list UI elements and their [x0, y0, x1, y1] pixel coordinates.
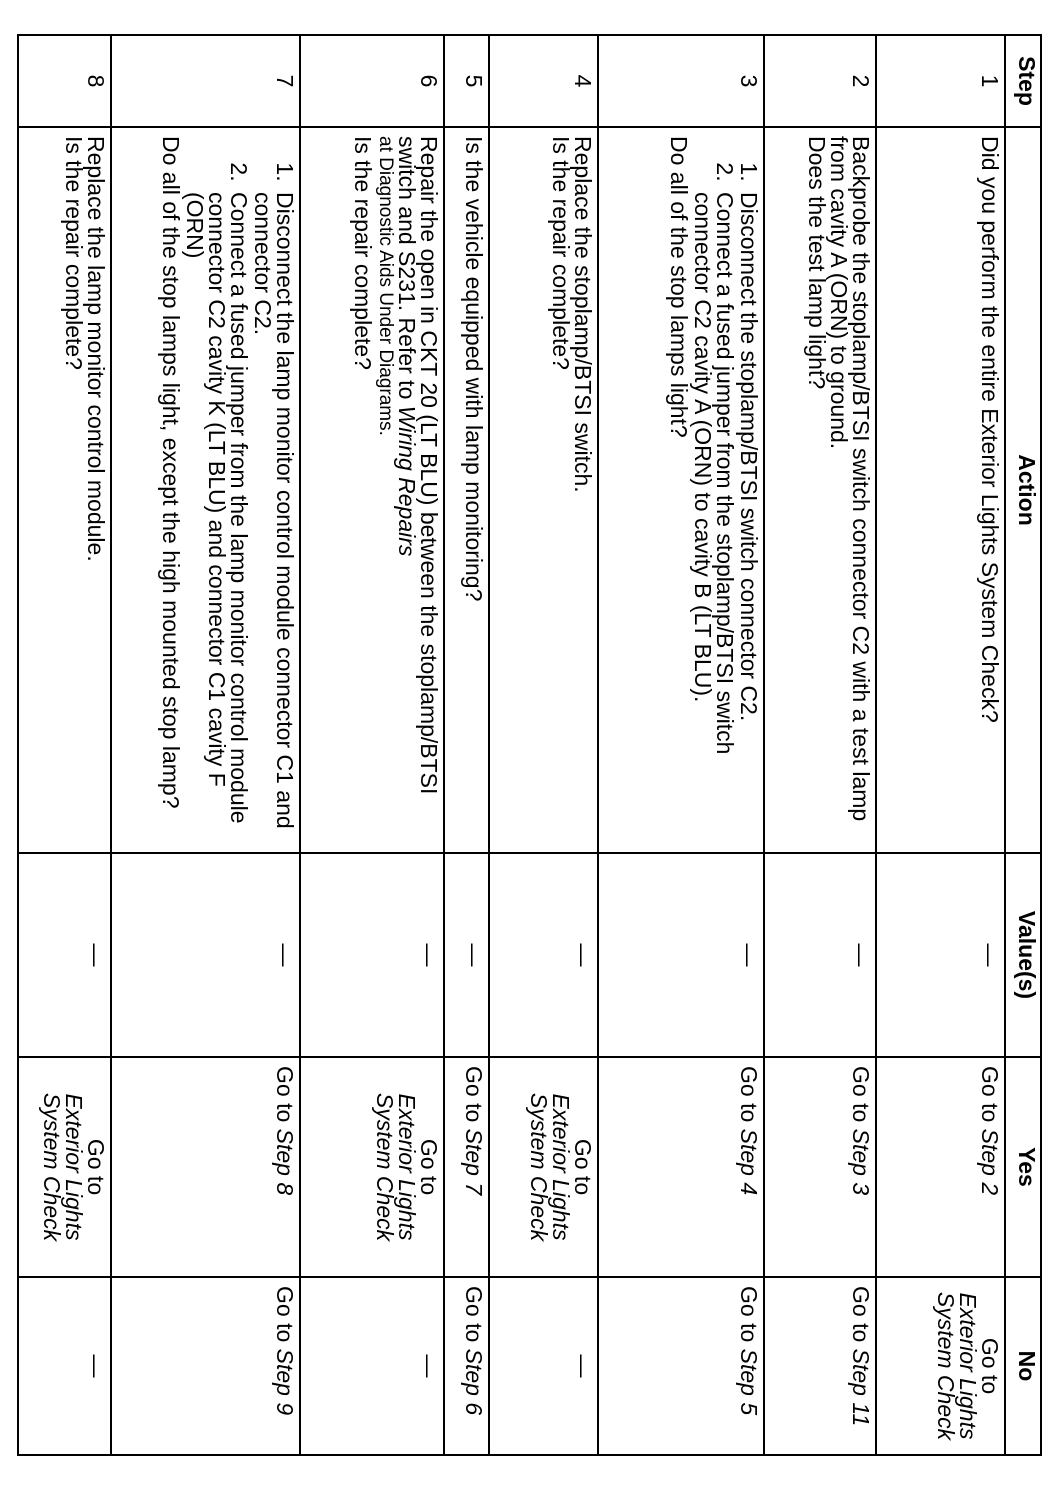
action-text: Did you perform the entire Exterior Lights System Check?	[977, 136, 1003, 723]
no-cell	[111, 1277, 300, 1455]
action-question: Is the repair complete?	[350, 136, 377, 370]
list-item: 2. Connect a fused jumper from the stoplamp/BTSI switch connector C2 cavity A (ORN) to cavity B (LT BLU).	[692, 188, 736, 844]
table-header-row	[1005, 35, 1041, 1455]
table-row	[876, 35, 1005, 1455]
wiring-repairs-link[interactable]: Wiring Repairs	[394, 405, 421, 557]
action-text: Replace the stoplamp/BTSI switch.	[569, 136, 596, 493]
action-text: Backprobe the stoplamp/BTSI switch connector C2 with a test lamp from cavity A (ORN) to ground.	[826, 136, 875, 822]
no-check-link[interactable]: Exterior Lights System Check	[933, 1291, 981, 1441]
no-cell	[764, 1277, 876, 1455]
yes-cell	[764, 1057, 876, 1277]
action-question: Is the vehicle equipped with lamp monitoring?	[461, 136, 488, 602]
yes-cell	[598, 1057, 764, 1277]
yes-go-to: Go to	[272, 1066, 299, 1129]
table-row	[300, 35, 444, 1455]
yes-go-to: Go to	[848, 1066, 875, 1129]
value-cell: —	[764, 853, 876, 1057]
action-question: Is the repair complete?	[547, 136, 574, 370]
yes-check-link[interactable]: Exterior Lights System Check	[372, 1092, 421, 1242]
list-item: 2. Connect a fused jumper from the lamp monitor control module connector C2 cavity K (LT BLU) and connector C1 cavity F (ORN)	[184, 188, 250, 844]
yes-go-to: Go to	[736, 1066, 763, 1129]
step-number: 8	[18, 35, 111, 127]
yes-go-to: Go to	[461, 1066, 488, 1129]
step-number: 2	[764, 35, 876, 127]
list-item: 1. Disconnect the lamp monitor control module connector C1 and connector C2.	[252, 188, 296, 844]
diagnostic-table	[17, 34, 1042, 1456]
action-text: Repair the open in CKT 20 (LT BLU) between the stoplamp/BTSI switch and S231. Refer to	[394, 136, 443, 795]
step-number: 7	[111, 35, 300, 127]
action-question: Do all of the stop lamps light, except the high mounted stop lamp?	[158, 136, 185, 809]
yes-go-to: Go to	[977, 1066, 1003, 1129]
action-question: Is the repair complete?	[61, 136, 88, 370]
header-step: Step	[1005, 35, 1041, 127]
yes-cell	[444, 1057, 489, 1277]
no-cell: —	[489, 1277, 597, 1455]
header-yes: Yes	[1005, 1057, 1041, 1277]
no-step-link[interactable]: Step 9	[272, 1348, 299, 1416]
action-text: Replace the lamp monitor control module.	[83, 136, 110, 562]
yes-cell	[876, 1057, 1005, 1277]
yes-check-link[interactable]: Exterior Lights System Check	[39, 1092, 88, 1242]
value-cell: —	[18, 853, 111, 1057]
action-cell	[444, 127, 489, 853]
no-go-to: Go to	[736, 1286, 763, 1349]
no-cell	[876, 1277, 1005, 1455]
table-row	[598, 35, 764, 1455]
no-go-to: Go to	[272, 1286, 299, 1349]
table-row	[444, 35, 489, 1455]
value-cell: —	[489, 853, 597, 1057]
table-row	[764, 35, 876, 1455]
step-number: 6	[300, 35, 444, 127]
table-row	[111, 35, 300, 1455]
no-go-to: Go to	[848, 1286, 875, 1349]
value-cell: —	[598, 853, 764, 1057]
action-steps-list	[690, 136, 763, 844]
header-no: No	[1005, 1277, 1041, 1455]
step-number: 5	[444, 35, 489, 127]
yes-step-link[interactable]: Step 3	[848, 1128, 875, 1196]
yes-check-link[interactable]: Exterior Lights System Check	[525, 1092, 574, 1242]
no-cell: —	[300, 1277, 444, 1455]
value-cell: —	[876, 853, 1005, 1057]
header-action: Action	[1005, 127, 1041, 853]
no-step-link[interactable]: Step 11	[848, 1348, 875, 1427]
action-cell	[18, 127, 111, 853]
header-values: Value(s)	[1005, 853, 1041, 1057]
no-cell	[598, 1277, 764, 1455]
list-item: 1. Disconnect the stoplamp/BTSI switch connector C2.	[738, 188, 760, 844]
step-number: 1	[876, 35, 1005, 127]
yes-go-to: Go to	[569, 1138, 596, 1196]
action-cell	[300, 127, 444, 853]
yes-cell	[300, 1057, 444, 1277]
table-row	[18, 35, 111, 1455]
value-cell: —	[444, 853, 489, 1057]
action-question: Do all of the stop lamps light?	[666, 136, 693, 438]
table-row	[489, 35, 597, 1455]
yes-go-to: Go to	[83, 1138, 110, 1196]
value-cell: —	[111, 853, 300, 1057]
no-step-link[interactable]: Step 5	[736, 1348, 763, 1416]
no-go-to: Go to	[977, 1337, 1003, 1395]
action-question: Does the test lamp light?	[804, 136, 831, 390]
no-cell: —	[18, 1277, 111, 1455]
step-number: 3	[598, 35, 764, 127]
action-cell	[489, 127, 597, 853]
action-cell	[764, 127, 876, 853]
yes-cell	[111, 1057, 300, 1277]
action-note: at Diagnostic Aids Under Diagrams.	[375, 136, 397, 436]
action-cell	[111, 127, 300, 853]
yes-step-link[interactable]: Step 2	[977, 1128, 1003, 1196]
yes-step-link[interactable]: Step 8	[272, 1128, 299, 1196]
action-cell	[598, 127, 764, 853]
step-number: 4	[489, 35, 597, 127]
no-go-to: Go to	[461, 1286, 488, 1349]
yes-step-link[interactable]: Step 4	[736, 1128, 763, 1196]
no-step-link[interactable]: Step 6	[461, 1348, 488, 1416]
value-cell: —	[300, 853, 444, 1057]
action-steps-list	[182, 136, 299, 844]
yes-cell	[489, 1057, 597, 1277]
diagnostic-table-rotated	[17, 34, 1042, 1454]
action-cell	[876, 127, 1005, 853]
no-cell	[444, 1277, 489, 1455]
yes-step-link[interactable]: Step 7	[461, 1128, 488, 1196]
yes-go-to: Go to	[416, 1138, 443, 1196]
yes-cell	[18, 1057, 111, 1277]
